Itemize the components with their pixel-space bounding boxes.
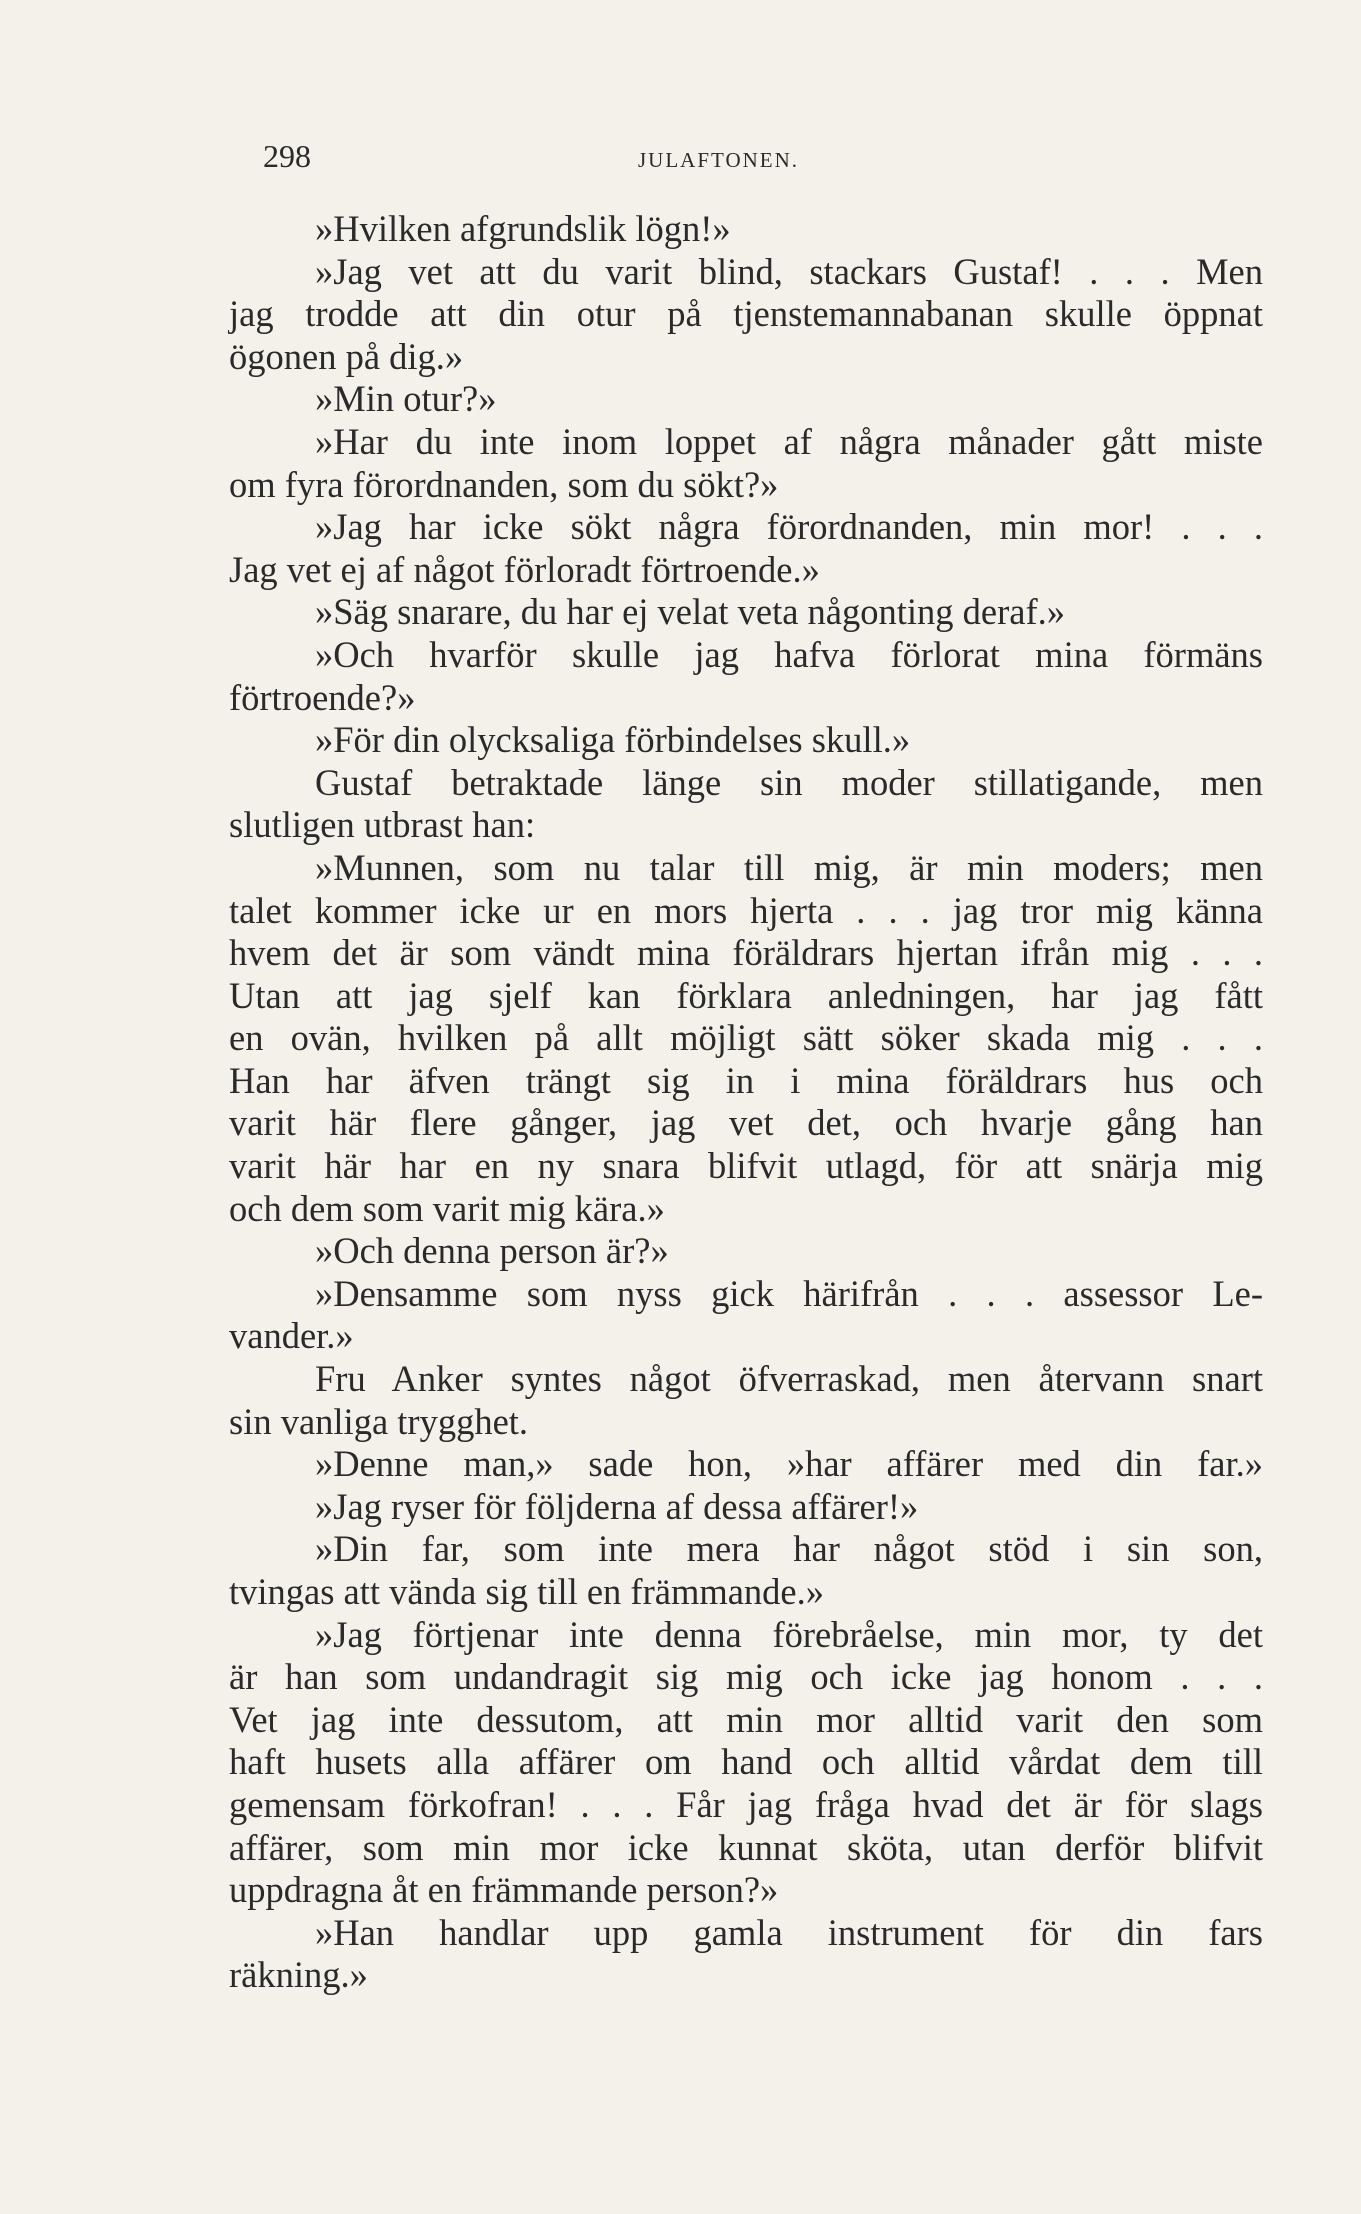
text-line: »Densamme som nyss gick härifrån . . . assessor Le- xyxy=(315,1272,1263,1314)
text-line: »Jag har icke sökt några förordnanden, min mor! . . . xyxy=(315,506,1263,548)
text-line: jag trodde att din otur på tjenstemannabanan skulle öppnat xyxy=(229,293,1263,335)
text-line: sin vanliga trygghet. xyxy=(229,1400,529,1442)
text-line: räkning.» xyxy=(229,1954,368,1996)
text-line: Fru Anker syntes något öfverraskad, men återvann snart xyxy=(315,1358,1263,1400)
text-line: om fyra förordnanden, som du sökt?» xyxy=(229,463,779,505)
text-line: Vet jag inte dessutom, att min mor alltid varit den som xyxy=(229,1698,1263,1740)
text-line: varit här flere gånger, jag vet det, och hvarje gång han xyxy=(229,1102,1263,1144)
text-line: »Säg snarare, du har ej velat veta någonting deraf.» xyxy=(315,591,1065,633)
text-line: talet kommer icke ur en mors hjerta . . . jag tror mig känna xyxy=(229,889,1263,931)
running-title: JULAFTONEN. xyxy=(638,148,800,172)
text-line: »Jag ryser för följderna af dessa affärer!» xyxy=(315,1485,919,1527)
text-line: Han har äfven trängt sig in i mina föräldrars hus och xyxy=(229,1059,1263,1101)
text-line: vander.» xyxy=(229,1315,354,1357)
text-line: ögonen på dig.» xyxy=(229,335,464,377)
text-line: »Jag förtjenar inte denna förebråelse, min mor, ty det xyxy=(315,1613,1263,1655)
text-line: »Och denna person är?» xyxy=(315,1230,669,1272)
text-line: »Din far, som inte mera har något stöd i sin son, xyxy=(315,1528,1263,1570)
text-line: Jag vet ej af något förloradt förtroende.» xyxy=(229,548,820,590)
text-line: uppdragna åt en främmande person?» xyxy=(229,1869,779,1911)
text-line: tvingas att vända sig till en främmande.» xyxy=(229,1571,824,1612)
text-line: Utan att jag sjelf kan förklara anledningen, har jag fått xyxy=(229,974,1263,1016)
text-line: »Har du inte inom loppet af några månader gått miste xyxy=(315,420,1263,462)
text-line: haft husets alla affärer om hand och alltid vårdat dem till xyxy=(229,1741,1263,1783)
text-line: och dem som varit mig kära.» xyxy=(229,1187,665,1229)
text-line: gemensam förkofran! . . . Får jag fråga hvad det är för slags xyxy=(229,1783,1263,1825)
text-line: slutligen utbrast han: xyxy=(229,804,536,846)
text-line: förtroende?» xyxy=(229,676,416,718)
body-text xyxy=(229,208,1263,1997)
page-number: 298 xyxy=(263,138,311,174)
text-line: »Hvilken afgrundslik lögn!» xyxy=(315,208,731,249)
text-line: en ovän, hvilken på allt möjligt sätt söker skada mig . . . xyxy=(229,1017,1263,1059)
text-line: »Han handlar upp gamla instrument för din fars xyxy=(315,1911,1263,1953)
text-line: hvem det är som vändt mina föräldrars hjertan ifrån mig . . . xyxy=(229,932,1263,974)
text-line: varit här har en ny snara blifvit utlagd, för att snärja mig xyxy=(229,1145,1263,1187)
text-line: »Min otur?» xyxy=(315,378,497,420)
text-line: »Munnen, som nu talar till mig, är min moders; men xyxy=(315,846,1263,888)
text-line: är han som undandragit sig mig och icke jag honom . . . xyxy=(229,1656,1263,1698)
text-line: »Denne man,» sade hon, »har affärer med din far.» xyxy=(315,1443,1263,1485)
text-line: »Och hvarför skulle jag hafva förlorat mina förmäns xyxy=(315,633,1263,675)
text-line: »Jag vet att du varit blind, stackars Gustaf! . . . Men xyxy=(315,250,1263,292)
text-line: affärer, som min mor icke kunnat sköta, utan derför blifvit xyxy=(229,1826,1263,1868)
text-line: Gustaf betraktade länge sin moder stillatigande, men xyxy=(315,761,1263,803)
text-line: »För din olycksaliga förbindelses skull.» xyxy=(315,719,911,761)
